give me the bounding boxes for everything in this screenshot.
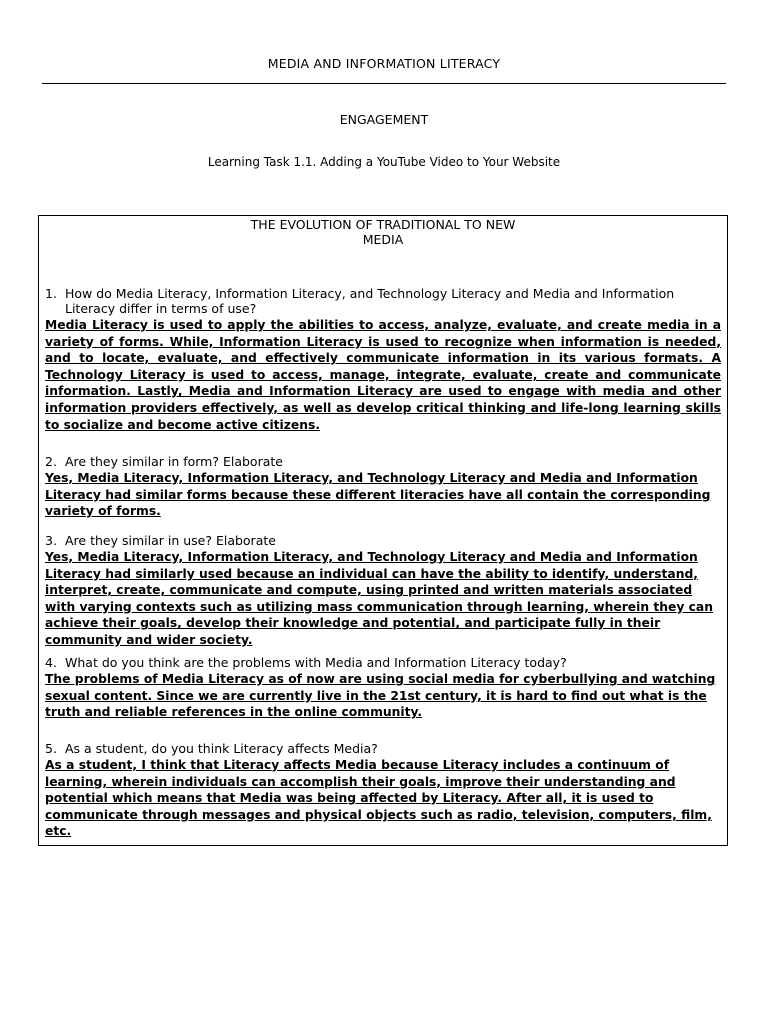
answer-2: Yes, Media Literacy, Information Literacy, and Technology Literacy and Media and Information Literacy had similar forms because these different literacies have all contain the corresponding variety of forms. — [45, 471, 711, 519]
question-number: 3. — [45, 533, 57, 548]
question-1 — [45, 286, 721, 316]
document-header: MEDIA AND INFORMATION LITERACY — [267, 56, 501, 71]
question-text: As a student, do you think Literacy affects Media? — [65, 741, 378, 756]
question-5 — [45, 741, 721, 756]
question-number: 4. — [45, 655, 57, 670]
question-block-4 — [45, 655, 721, 721]
question-block-2 — [45, 454, 721, 520]
question-3 — [45, 533, 721, 548]
answer-3: Yes, Media Literacy, Information Literacy, and Technology Literacy and Media and Information Literacy had similarly used because an individual can have the ability to identify, understand, interpret, create, communicate and compute, using printed and written materials associated with varying contexts such as utilizing mass communication through learning, wherein they can achieve their goals, develop their knowledge and potential, and participate fully in their community and wider society. — [45, 550, 713, 647]
question-number: 2. — [45, 454, 57, 469]
question-number: 1. — [45, 286, 57, 301]
box-title — [39, 217, 727, 247]
question-4 — [45, 655, 721, 670]
question-number: 5. — [45, 741, 57, 756]
question-text: How do Media Literacy, Information Literacy, and Technology Literacy and Media and Information Literacy differ in terms of use? — [65, 286, 675, 316]
question-text: What do you think are the problems with Media and Information Literacy today? — [65, 655, 567, 670]
answer-4: The problems of Media Literacy as of now are using social media for cyberbullying and watching sexual content. Since we are currently live in the 21st century, it is hard to find out what is the truth and reliable references in the online community. — [45, 672, 716, 720]
question-block-3 — [45, 533, 721, 649]
section-title: ENGAGEMENT — [339, 112, 429, 127]
box-title-line-1: THE EVOLUTION OF TRADITIONAL TO NEW — [250, 217, 516, 232]
answer-1: Media Literacy is used to apply the abilities to access, analyze, evaluate, and create media in a variety of forms. While, Information Literacy is used to recognize when information is needed, and to locate, evaluate, and effectively communicate information in its various formats. A Technology Literacy is used to access, manage, integrate, evaluate, create and communicate information. Lastly, Media and Information Literacy are used to engage with media and other information providers effectively, as well as develop critical thinking and life-long learning skills to socialize and become active citizens. — [45, 318, 721, 432]
answer-5: As a student, I think that Literacy affects Media because Literacy includes a continuum of learning, wherein individuals can accomplish their goals, improve their understanding and potential which means that Media was being affected by Literacy. After all, it is used to communicate through messages and physical objects such as radio, television, computers, film, etc. — [45, 758, 712, 839]
header-divider — [42, 83, 726, 84]
task-title: Learning Task 1.1. Adding a YouTube Video to Your Website — [207, 155, 561, 169]
task-box — [38, 215, 728, 846]
question-text: Are they similar in form? Elaborate — [65, 454, 283, 469]
question-2 — [45, 454, 721, 469]
question-block-1 — [45, 286, 721, 433]
question-text: Are they similar in use? Elaborate — [65, 533, 276, 548]
question-block-5 — [45, 741, 721, 840]
box-title-line-2: MEDIA — [362, 232, 404, 247]
